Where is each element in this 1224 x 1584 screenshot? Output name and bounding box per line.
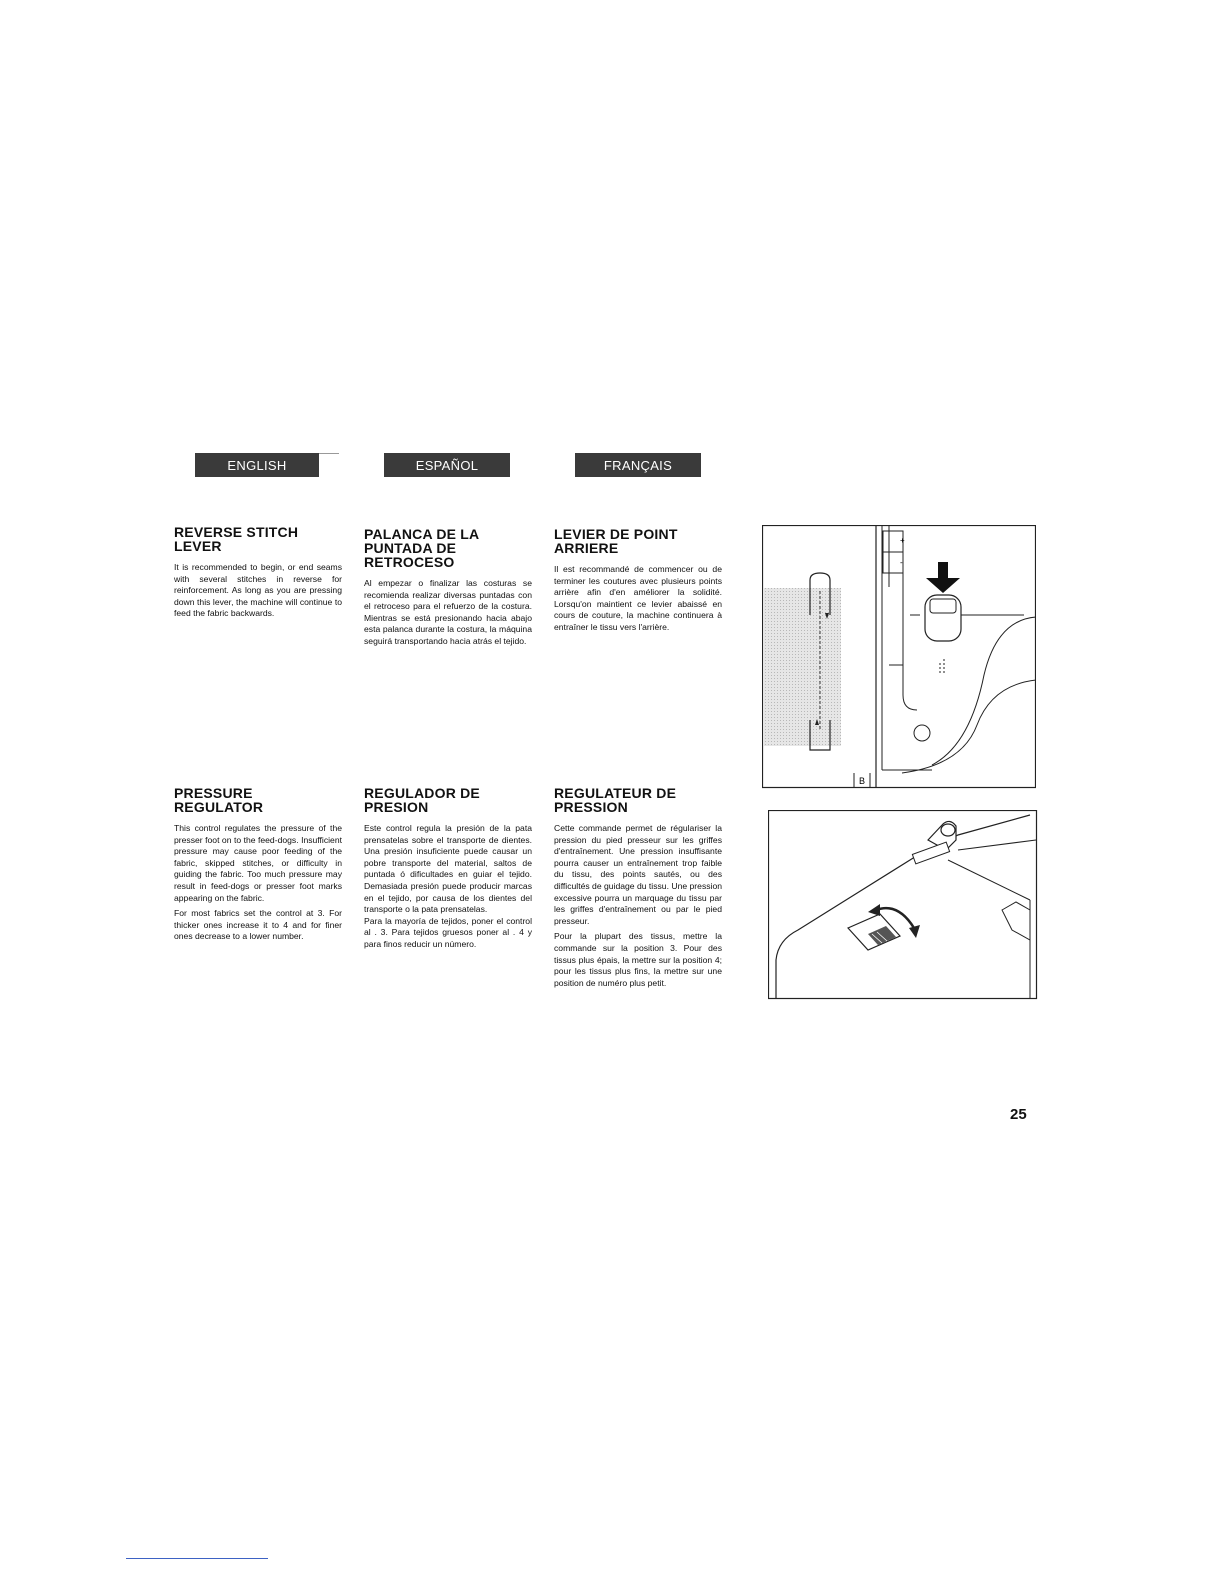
french-pressure-text-2: Pour la plupart des tissus, mettre la commande sur la position 3. Pour des tissus plus épais, la mettre sur la position 4; pour les tissus plus fins, la mettre sur une position de numéro plus petit. <box>554 931 722 988</box>
spanish-pressure-title: REGULADOR DE PRESION <box>364 785 480 815</box>
english-pressure-title: PRESSURE REGULATOR <box>174 785 264 815</box>
french-reverse-text: Il est recommandé de commencer ou de terminer les coutures avec plusieurs points arrière afin d'en améliorer la solidité. Lorsqu'on maintient ce levier abaissé en cours de couture, la machine continuera à entraîner le tissu vers l'arrière. <box>554 564 722 632</box>
spanish-reverse-title: PALANCA DE LA PUNTADA DE RETROCESO <box>364 526 480 570</box>
french-reverse-title: LEVIER DE POINT ARRIERE <box>554 526 678 556</box>
tab-french <box>575 453 701 477</box>
fabric-shape <box>763 588 841 746</box>
spanish-pressure-text-1: Este control regula la presión de la pata prensatelas sobre el transporte de dientes. Una presión insuficiente puede causar un pobre transporte del material, saltos de puntada ó dificultades en guiar el tejido. Demasiada presión puede producir marcas en el tejido, por causa de los dientes del transporte o la pata prensatelas. <box>364 823 532 915</box>
reverse-lever-illustration <box>762 525 1036 789</box>
tab-english-label: ENGLISH <box>227 457 287 473</box>
english-reverse-text: It is recommended to begin, or end seams with several stitches in reverse for reinforcement. As long as you are pressing down this lever, the machine will continue to feed the fabric backwards. <box>174 562 342 619</box>
french-reverse-section <box>554 527 722 638</box>
minus-label: - <box>900 558 903 567</box>
french-pressure-title: REGULATEUR DE PRESSION <box>554 785 677 815</box>
spanish-pressure-section <box>364 786 532 955</box>
tab-french-label: FRANÇAIS <box>603 457 673 473</box>
spanish-pressure-text-2: Para la mayoría de tejidos, poner el control al . 3. Para tejidos gruesos poner al . 4 y para finos reducir un número. <box>364 915 532 949</box>
english-pressure-section <box>174 786 342 947</box>
spanish-reverse-text: Al empezar o finalizar las costuras se recomienda realizar diversas puntadas con el retroceso para el refuerzo de la costura. Mientras se está presionando hacia abajo esta palanca durante la costura, la máquina seguirá transportando hacia atrás el tejido. <box>364 578 532 646</box>
spanish-reverse-section <box>364 527 532 652</box>
tab-spanish <box>384 453 510 477</box>
french-pressure-section <box>554 786 722 993</box>
page-number: 25 <box>1010 1106 1027 1123</box>
bottom-label: B <box>859 776 866 786</box>
footer-rule <box>126 1558 268 1559</box>
tab-spanish-label: ESPAÑOL <box>415 457 479 473</box>
french-pressure-text-1: Cette commande permet de régulariser la pression du pied presseur sur les griffes d'entraînement. Une pression insuffisante pourra causer un entraînement trop faible du tissu, des points sautés, ou des difficultés de guidage du tissu. Une pression excessive pourra un marquage du tissu par les griffes d'entraînement ou par le pied presseur. <box>554 823 723 926</box>
pressure-regulator-illustration <box>768 810 1038 1000</box>
english-pressure-text-2: For most fabrics set the control at 3. For thicker ones increase it to 4 and for finer ones decrease to a lower number. <box>174 908 342 942</box>
plus-label: + <box>900 536 905 545</box>
tab-english <box>195 453 319 477</box>
tab-divider <box>319 453 339 454</box>
english-pressure-text-1: This control regulates the pressure of the presser foot on to the feed-dogs. Insufficient pressure may cause poor feeding of the fabric, skipped stitches, or difficulty in guiding the fabric. Too much pressure may result in feed-dogs or presser foot marks appearing on the fabric. <box>174 823 342 903</box>
english-reverse-section <box>174 525 342 624</box>
english-reverse-title: REVERSE STITCH LEVER <box>174 524 299 554</box>
